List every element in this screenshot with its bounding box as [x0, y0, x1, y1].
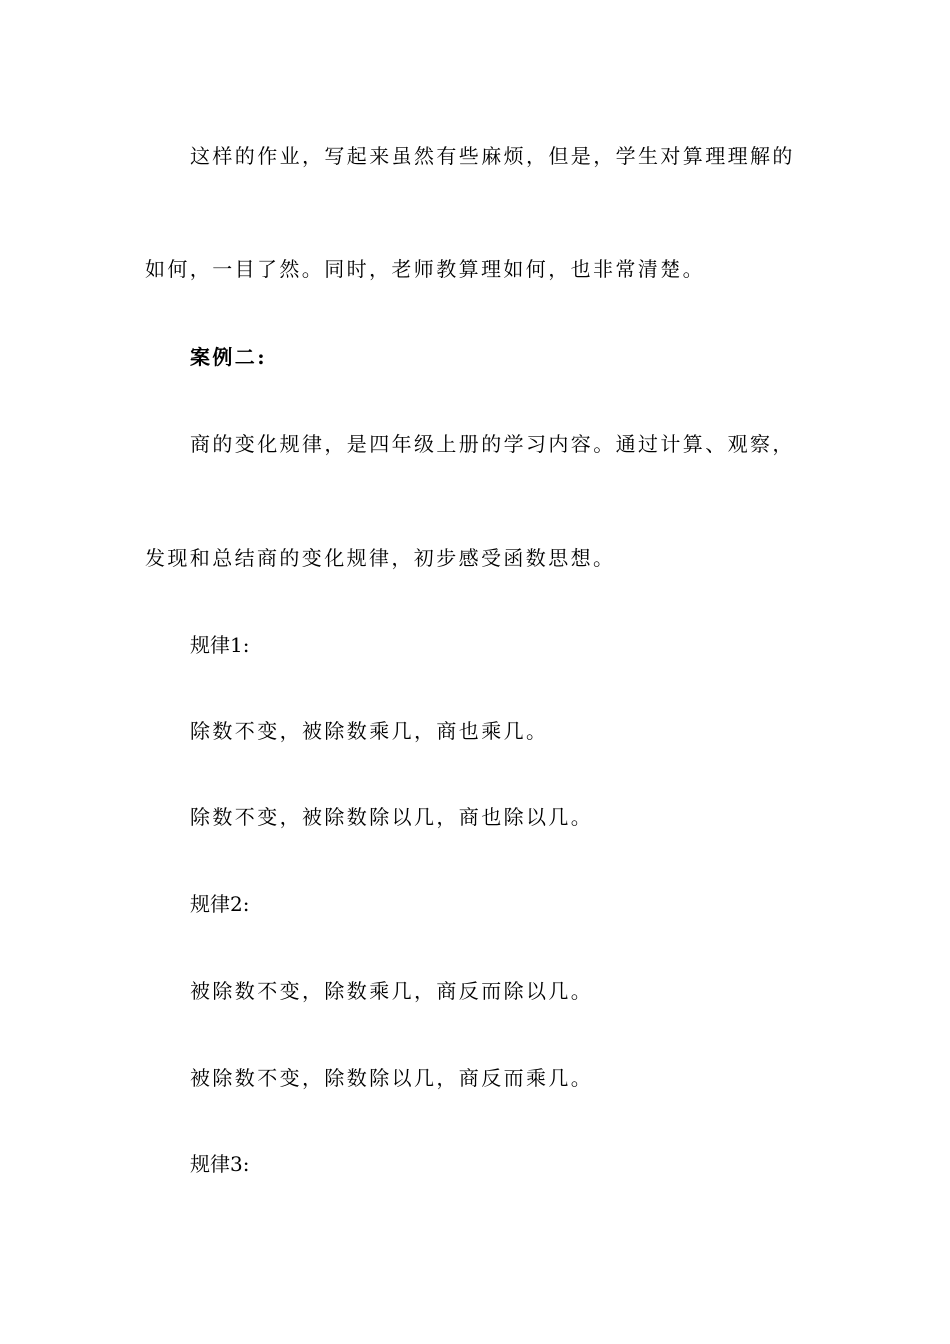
rule-1-line-2: 除数不变，被除数除以几，商也除以几。 [190, 805, 594, 829]
section-heading: 案例二: [190, 345, 267, 369]
rule-heading-1: 规律1: [190, 633, 250, 657]
rule-heading-3: 规律3: [190, 1152, 250, 1176]
rule-2-line-2: 被除数不变，除数除以几，商反而乘几。 [190, 1066, 594, 1090]
paragraph-line-3: 商的变化规律，是四年级上册的学习内容。通过计算、观察， [190, 432, 795, 456]
rule-heading-2: 规律2: [190, 892, 250, 916]
paragraph-line-2: 如何，一目了然。同时，老师教算理如何，也非常清楚。 [145, 257, 705, 281]
paragraph-line-4: 发现和总结商的变化规律，初步感受函数思想。 [145, 546, 616, 570]
paragraph-line-1: 这样的作业，写起来虽然有些麻烦，但是，学生对算理理解的 [190, 144, 795, 168]
rule-1-line-1: 除数不变，被除数乘几，商也乘几。 [190, 719, 549, 743]
rule-2-line-1: 被除数不变，除数乘几，商反而除以几。 [190, 979, 594, 1003]
